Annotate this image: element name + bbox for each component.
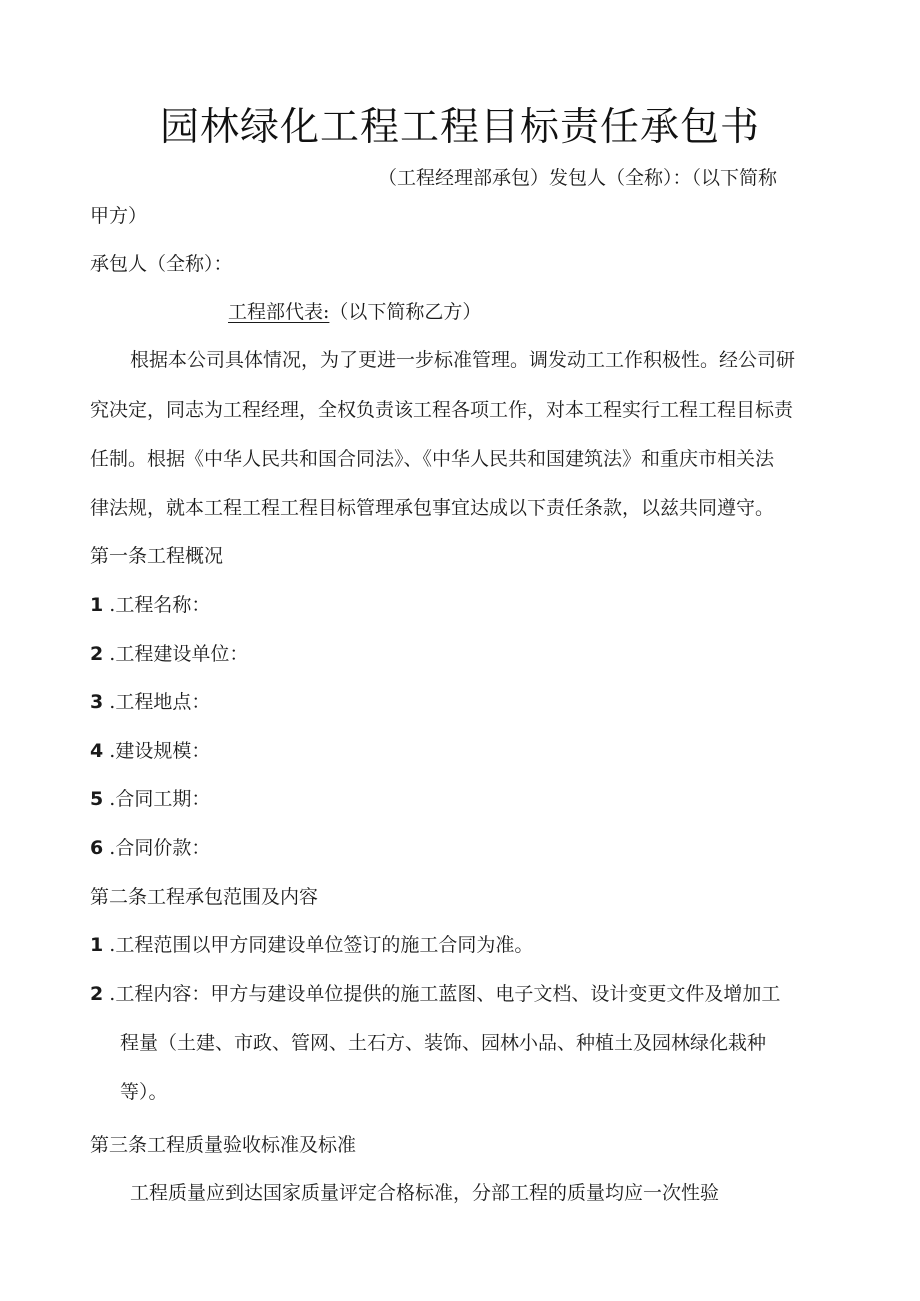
item-text: .合同工期： xyxy=(109,788,211,810)
list-item xyxy=(90,739,210,763)
list-item xyxy=(90,593,210,617)
item-text: .工程内容：甲方与建设单位提供的施工蓝图、电子文档、设计变更文件及增加工 xyxy=(109,983,781,1005)
representative-label: 工程部代表: xyxy=(228,301,330,323)
intro-line: 律法规，就本工程工程工程目标管理承包事宜达成以下责任条款，以兹共同遵守。 xyxy=(90,497,775,519)
list-item xyxy=(90,836,210,860)
item-text: .工程名称： xyxy=(109,594,211,616)
item-text: .工程地点： xyxy=(109,691,211,713)
item-number: 6 xyxy=(90,837,104,859)
article-1-heading: 第一条工程概况 xyxy=(90,545,224,567)
item-number: 4 xyxy=(90,740,104,762)
item-number: 2 xyxy=(90,643,104,665)
list-item xyxy=(90,933,533,957)
item-number: 1 xyxy=(90,934,104,956)
intro-line: 究决定，同志为工程经理，全权负责该工程各项工作，对本工程实行工程工程目标责 xyxy=(90,399,794,421)
representative-line xyxy=(228,300,481,324)
intro-line: 任制。根据《中华人民共和国合同法》、《中华人民共和国建筑法》和重庆市相关法 xyxy=(90,448,775,470)
intro-line: 根据本公司具体情况，为了更进一步标准管理。调发动工工作积极性。经公司研 xyxy=(130,349,796,371)
item-number: 3 xyxy=(90,691,104,713)
contractor-line: 承包人（全称）： xyxy=(90,253,233,275)
representative-suffix: （以下简称乙方） xyxy=(329,301,482,323)
document-title: 园林绿化工程工程目标责任承包书 xyxy=(159,105,760,150)
item-number: 5 xyxy=(90,788,104,810)
article-3-heading: 第三条工程质量验收标准及标准 xyxy=(90,1134,357,1156)
list-item xyxy=(90,642,248,666)
item-number: 1 xyxy=(90,594,104,616)
item-number: 2 xyxy=(90,983,104,1005)
article-2-heading: 第二条工程承包范围及内容 xyxy=(90,886,319,908)
item-text: .工程建设单位： xyxy=(109,643,249,665)
issuer-line-continued: 甲方） xyxy=(90,205,148,227)
item-continuation: 程量（土建、市政、管网、土石方、装饰、园林小品、种植土及园林绿化栽种 xyxy=(120,1032,767,1054)
article-3-text: 工程质量应到达国家质量评定合格标准，分部工程的质量均应一次性验 xyxy=(130,1182,720,1204)
list-item xyxy=(90,982,780,1006)
item-text: .建设规模： xyxy=(109,740,211,762)
item-text: .合同价款： xyxy=(109,837,211,859)
item-continuation: 等）。 xyxy=(120,1081,168,1103)
item-text: .工程范围以甲方同建设单位签订的施工合同为准。 xyxy=(109,934,534,956)
list-item xyxy=(90,787,210,811)
issuer-line: （工程经理部承包）发包人（全称）：（以下简称 xyxy=(378,167,778,189)
list-item xyxy=(90,690,210,714)
